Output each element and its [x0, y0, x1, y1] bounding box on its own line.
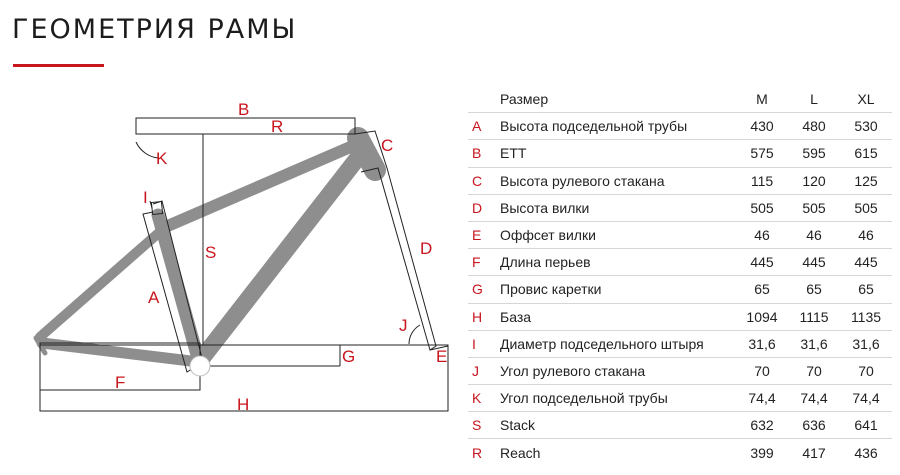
value-m: 430	[736, 113, 788, 140]
table-row	[468, 194, 892, 221]
header-code-cell	[468, 86, 496, 113]
table-row	[468, 140, 892, 167]
value-m: 74,4	[736, 385, 788, 412]
value-l: 417	[788, 439, 840, 466]
row-name: Высота подседельной трубы	[496, 113, 736, 140]
row-code: E	[468, 221, 496, 248]
value-l: 74,4	[788, 385, 840, 412]
dim-b-box	[136, 118, 355, 134]
label-a: A	[148, 288, 160, 307]
value-xl: 125	[840, 167, 892, 194]
row-name: ETT	[496, 140, 736, 167]
row-code: A	[468, 113, 496, 140]
row-name: Высота вилки	[496, 194, 736, 221]
seat-stay	[40, 230, 162, 337]
label-e: E	[436, 347, 448, 366]
label-k: K	[156, 149, 168, 168]
row-name: Угол подседельной трубы	[496, 385, 736, 412]
value-m: 445	[736, 249, 788, 276]
value-m: 31,6	[736, 330, 788, 357]
value-l: 480	[788, 113, 840, 140]
geometry-table	[468, 86, 892, 466]
value-xl: 74,4	[840, 385, 892, 412]
value-l: 445	[788, 249, 840, 276]
value-xl: 436	[840, 439, 892, 466]
size-l-header: L	[810, 91, 818, 108]
value-l: 1115	[788, 303, 840, 330]
value-xl: 31,6	[840, 330, 892, 357]
value-xl: 445	[840, 249, 892, 276]
label-i: I	[143, 188, 148, 207]
down-tube	[199, 155, 360, 362]
value-m: 505	[736, 194, 788, 221]
value-l: 70	[788, 357, 840, 384]
value-xl: 65	[840, 276, 892, 303]
label-s: S	[205, 243, 217, 262]
value-m: 399	[736, 439, 788, 466]
chain-stay	[42, 343, 199, 362]
value-l: 120	[788, 167, 840, 194]
row-code: F	[468, 249, 496, 276]
value-m: 115	[736, 167, 788, 194]
header-size-label: Размер	[500, 91, 549, 108]
row-code: C	[468, 167, 496, 194]
table-row	[468, 385, 892, 412]
bottom-bracket	[190, 356, 210, 376]
row-code: I	[468, 330, 496, 357]
dim-k-arc	[136, 142, 158, 158]
value-xl: 70	[840, 357, 892, 384]
table-row	[468, 330, 892, 357]
row-code: B	[468, 140, 496, 167]
row-name: Диаметр подседельного штыря	[496, 330, 736, 357]
value-l: 505	[788, 194, 840, 221]
table-row	[468, 221, 892, 248]
label-g: G	[342, 347, 356, 366]
label-b: B	[238, 100, 250, 119]
row-code: D	[468, 194, 496, 221]
value-xl: 505	[840, 194, 892, 221]
row-name: Длина перьев	[496, 249, 736, 276]
value-m: 70	[736, 357, 788, 384]
head-tube	[358, 138, 375, 170]
dimension-lines	[40, 118, 448, 411]
label-d: D	[420, 239, 433, 258]
table-row	[468, 167, 892, 194]
value-l: 31,6	[788, 330, 840, 357]
table-body	[468, 113, 892, 466]
value-l: 65	[788, 276, 840, 303]
row-code: G	[468, 276, 496, 303]
row-name: Провис каретки	[496, 276, 736, 303]
label-r: R	[271, 117, 284, 136]
table-row	[468, 412, 892, 439]
row-code: J	[468, 357, 496, 384]
row-name: Высота рулевого стакана	[496, 167, 736, 194]
page-title: ГЕОМЕТРИЯ РАМЫ	[12, 14, 298, 45]
table-row	[468, 249, 892, 276]
label-f: F	[115, 373, 126, 392]
value-m: 632	[736, 412, 788, 439]
value-l: 595	[788, 140, 840, 167]
value-l: 46	[788, 221, 840, 248]
value-xl: 530	[840, 113, 892, 140]
size-xl-header: XL	[857, 91, 875, 108]
value-xl: 615	[840, 140, 892, 167]
row-name: Угол рулевого стакана	[496, 357, 736, 384]
row-name: Stack	[496, 412, 736, 439]
row-name: База	[496, 303, 736, 330]
value-xl: 46	[840, 221, 892, 248]
value-m: 65	[736, 276, 788, 303]
table-header-row	[468, 86, 892, 113]
label-c: C	[381, 136, 394, 155]
table-row	[468, 113, 892, 140]
row-name: Reach	[496, 439, 736, 466]
label-h: H	[237, 395, 250, 414]
size-m-header: M	[756, 91, 768, 108]
row-code: H	[468, 303, 496, 330]
table-row	[468, 276, 892, 303]
value-m: 46	[736, 221, 788, 248]
row-code: R	[468, 439, 496, 466]
value-xl: 1135	[840, 303, 892, 330]
row-code: K	[468, 385, 496, 412]
row-name: Оффсет вилки	[496, 221, 736, 248]
row-code: S	[468, 412, 496, 439]
value-m: 1094	[736, 303, 788, 330]
label-j: J	[399, 316, 408, 335]
value-xl: 641	[840, 412, 892, 439]
value-l: 636	[788, 412, 840, 439]
table-row	[468, 303, 892, 330]
table-row	[468, 357, 892, 384]
dim-j-arc	[409, 325, 420, 344]
value-m: 575	[736, 140, 788, 167]
table-row	[468, 439, 892, 466]
